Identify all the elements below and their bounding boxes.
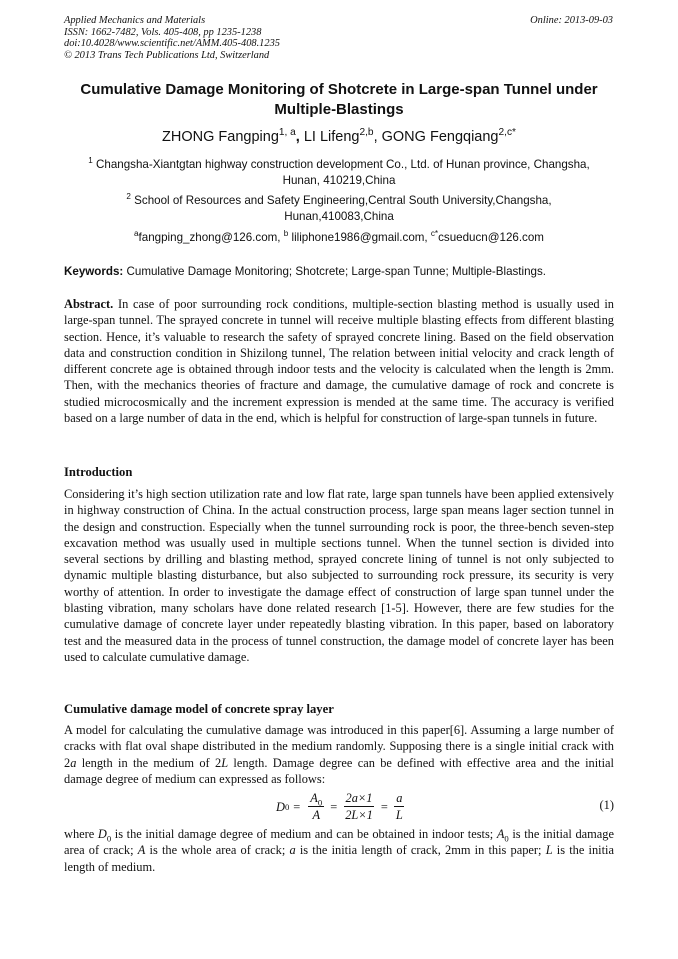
affiliation-1 (64, 157, 614, 189)
eq-fraction-3 (394, 791, 405, 823)
where-a: a (289, 843, 296, 858)
cumulative-heading: Cumulative damage model of concrete spray layer (64, 702, 334, 716)
email-list (64, 230, 614, 246)
aff1-line-2: Hunan, 410219,China (282, 174, 396, 187)
where-text-4: is the whole area of crack; (145, 843, 290, 858)
author-3-sup: 2,c* (498, 127, 516, 139)
aff2-line-1: School of Resources and Safety Engineering,Central South University,Changsha, (130, 194, 552, 207)
equation-number: (1) (599, 798, 614, 812)
author-2: LI Lifeng (299, 129, 360, 145)
keywords-label: Keywords: (64, 265, 124, 278)
where-A: A (137, 843, 146, 858)
affiliation-2 (64, 193, 614, 225)
eq-f1-den: A (312, 808, 321, 822)
introduction-text (64, 486, 614, 665)
eq-equals-1: = (293, 799, 301, 814)
title-line-2: Multiple-Blastings (274, 101, 404, 118)
introduction-paragraph: Considering it’s high section utilization rate and low flat rate, large span tunnels have been applied extensively in highway construction of China. In the actual construction process, large span means lager section tunnel in the design and construction. Especially when the tunnel surrounding rock is poor, the three-bench seven-step excavation method was usually used in multiple sections tunnel. When the tunnel section is divided into several sections by drilling and blasting method, sprayed concrete lining of tunnel is not only subjected to dynamic multiple blasting disturbance, but also subjected to surrounding rock pressure, its security is very worthy of attention. In order to investigate the damage effect of construction of large span tunnel under the blasting vibration, many scholars have done related research [1-5]. However, there are few studies for the cumulative damage of concrete layer under repeatedly blasting vibration. In this paper, based on laboratory test and the measured data in the process of tunnel construction, the damage model of concrete layer has been used to calculate cumulative damage. (64, 487, 614, 664)
eq-f2-den: 2L×1 (345, 808, 373, 822)
cumulative-text (64, 722, 614, 787)
email-c-sup: c* (430, 229, 439, 239)
eq-equals-3: = (380, 799, 388, 814)
keywords-text: Cumulative Damage Monitoring; Shotcrete; Large-span Tunne; Multiple-Blastings. (123, 265, 547, 278)
cum-var-L: L (221, 755, 229, 770)
author-1: ZHONG Fangping (162, 129, 279, 145)
aff1-line-1: Changsha-Xiantgtan highway construction development Co., Ltd. of Hunan province, Changsha, (92, 158, 590, 171)
journal-name: Applied Mechanics and Materials (64, 15, 206, 26)
equation-body: D 0 = $\frac{A_0}{A}$ = $\frac{2a\times 1}{2L\times 1}$ = $\frac{a}{L}$ (276, 791, 403, 822)
cum-text-1: A model for calculating the cumulative damage was introduced in this paper[6]. Assuming a large number of cracks with flat oval shape distributed in the medium randomly. Supposing there is a single initial crack with 2 (64, 723, 614, 770)
where-A0-sub: 0 (504, 833, 509, 844)
author-list (64, 128, 614, 147)
aff1-number: 1 (88, 156, 93, 166)
author-3: GONG Fengqiang (381, 129, 499, 145)
author-1-comma: , (295, 129, 300, 145)
cum-text-2: length in the medium of 2 (76, 755, 222, 770)
eq-equals-2: = (330, 799, 338, 814)
where-text-6: is the initia length of medium. (64, 843, 614, 874)
author-2-sup: 2,b (359, 127, 374, 139)
eq-f3-num: a (396, 791, 403, 805)
paper-title (64, 80, 614, 120)
where-L: L (545, 843, 553, 858)
aff2-line-2: Hunan,410083,China (284, 210, 394, 223)
equation-1 (64, 788, 614, 826)
abstract-label: Abstract. (64, 297, 114, 311)
equation-definitions (64, 826, 614, 875)
where-A0: A (496, 827, 505, 841)
author-1-sup: 1, a (278, 127, 296, 139)
abstract-text: In case of poor surrounding rock conditions, multiple-section blasting method is usually used in large-span tunnel. The sprayed concrete in tunnel will receive multiple blasting effects from different blasting section. Hence, it’s valuable to research the safety of sprayed concrete lining. Based on the field observation data and construction condition in Shizilong tunnel, The relation between initial velocity and crack length of different concrete age is obtained through indoor tests and the velocity is calculated when the length is 2mm. Then, with the mechanics theories of fracture and damage, the cumulative damage of rock and concrete is studied microcosmically and the increment expression is mended at the same time. The accuracy is verified based on a large number of data in the end, which is helpful for construction of large-span tunnels in future. (64, 297, 614, 426)
eq-f2-num: 2a×1 (345, 791, 373, 805)
eq-fraction-2 (343, 791, 375, 823)
aff2-number: 2 (126, 192, 131, 202)
email-a-sup: a (134, 229, 139, 239)
cum-text-3: length. Damage degree can be defined with effective area and the initial damage degree of medium can expressed as follows: (64, 755, 614, 786)
author-2-comma: , (373, 129, 382, 145)
journal-header (64, 15, 280, 61)
eq-lhs: D (276, 799, 285, 814)
where-text-1: where (64, 827, 98, 841)
eq-f1-num-sub: 0 (317, 797, 323, 808)
keywords (64, 264, 614, 280)
eq-fraction-1 (308, 791, 324, 823)
doi-line: doi:10.4028/www.scientific.net/AMM.405-408.1235 (64, 38, 280, 50)
eq-f1-num: A (310, 791, 318, 805)
email-c[interactable]: csueducn@126.com (438, 231, 544, 244)
where-text-5: is the initia length of crack, 2mm in this paper; (295, 843, 546, 858)
where-text-3: is the initial damage area of crack; (64, 827, 614, 858)
abstract (64, 296, 614, 426)
email-b[interactable]: liliphone1986@gmail.com, (288, 231, 431, 244)
where-text-2: is the initial damage degree of medium and can be obtained in indoor tests; (111, 827, 497, 841)
introduction-heading: Introduction (64, 465, 133, 479)
cum-var-a: a (70, 755, 77, 770)
email-b-sup: b (283, 229, 289, 239)
title-line-1: Cumulative Damage Monitoring of Shotcrete in Large-span Tunnel under (80, 81, 598, 98)
copyright-line: © 2013 Trans Tech Publications Ltd, Switzerland (64, 49, 270, 61)
where-D: D (97, 827, 107, 841)
online-date: Online: 2013-09-03 (530, 15, 613, 26)
email-a[interactable]: fangping_zhong@126.com, (138, 231, 284, 244)
issn-line: ISSN: 1662-7482, Vols. 405-408, pp 1235-1238 (64, 26, 262, 38)
eq-f3-den: L (395, 808, 403, 822)
where-D-sub: 0 (106, 833, 112, 844)
